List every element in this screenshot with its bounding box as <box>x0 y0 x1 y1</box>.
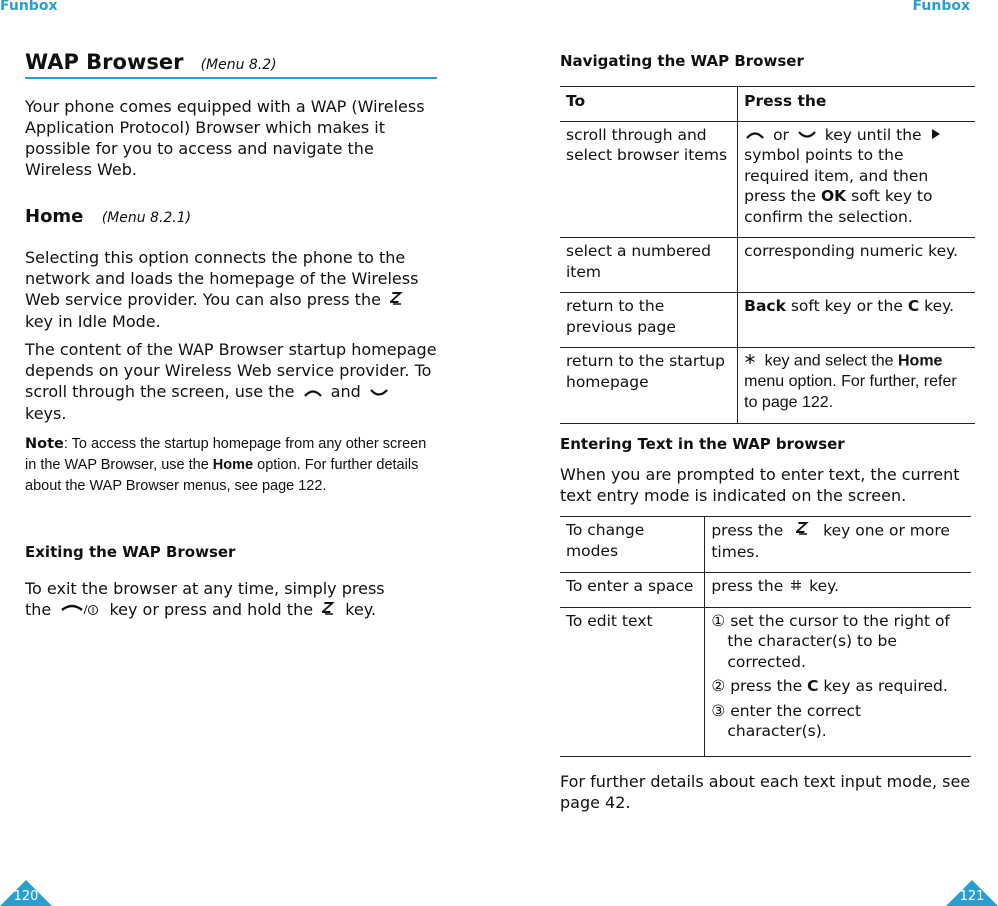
page-title: WAP Browser <box>25 50 184 74</box>
c-key-label: C <box>907 297 920 316</box>
col-press-header: Press the <box>738 87 975 122</box>
step-3-text: enter the correct character(s). <box>727 701 862 741</box>
note-text-b: option. For further details about the WAP Browser menus, see page 122. <box>25 457 419 494</box>
home-heading <box>25 206 191 227</box>
home-p2-text-b: keys. <box>25 404 67 423</box>
row3-text-a: soft key or the <box>790 297 903 316</box>
step-3-number: ③ <box>711 701 726 720</box>
edit-step-2 <box>711 676 965 697</box>
row3-text-b: key. <box>924 297 954 316</box>
edit-step-3 <box>711 701 965 742</box>
note-home: Home <box>212 457 254 473</box>
entry-table <box>560 516 971 757</box>
scroll-up-key-icon <box>746 125 764 146</box>
running-header-left: Funbox <box>0 0 58 14</box>
c-key-label: C <box>807 677 819 696</box>
row1-text-b: symbol points to the required item, and then press the <box>744 146 929 206</box>
star-key-icon <box>744 351 756 372</box>
r1-text-a: press the <box>711 521 784 540</box>
step-2-number: ② <box>711 677 726 696</box>
row-previous-to: return to the previous page <box>560 293 738 348</box>
row-numbered-press: corresponding numeric key. <box>738 238 975 293</box>
home-heading-text: Home <box>25 206 84 227</box>
exit-text-a: To exit the browser at any time, simply press the <box>25 579 385 619</box>
entry-intro: When you are prompted to enter text, the current text entry mode is indicated on the screen. <box>560 465 960 505</box>
nav-table <box>560 86 975 424</box>
title-menu-ref: (Menu 8.2) <box>200 57 277 73</box>
browser-key-icon <box>322 600 336 621</box>
page-number-left: 120 <box>13 889 39 904</box>
page-number-right: 121 <box>959 889 985 904</box>
exit-heading: Exiting the WAP Browser <box>25 543 236 561</box>
page-number-right-tab <box>946 880 998 906</box>
r2-text-a: press the <box>711 577 784 595</box>
enter-space-to: To enter a space <box>560 573 705 608</box>
row-scroll-to: scroll through and select browser items <box>560 121 738 238</box>
row-previous-press <box>738 293 975 348</box>
step-1-text: set the cursor to the right of the character(s) to be corrected. <box>727 611 950 671</box>
back-key-label: Back <box>744 297 786 316</box>
row1-text-a: key until the <box>824 125 922 144</box>
table-row <box>560 121 975 238</box>
browser-key-icon <box>796 520 810 542</box>
further-details: For further details about each text input mode, see page 42. <box>560 772 971 812</box>
table-row <box>560 348 975 424</box>
step-2-text-a: press the <box>730 677 803 696</box>
enter-space-press <box>705 573 971 608</box>
r2-text-b: key. <box>809 577 840 595</box>
table-row <box>560 238 975 293</box>
edit-text-to: To edit text <box>560 607 705 756</box>
step-2-text-b: key as required. <box>823 677 948 696</box>
change-modes-to: To change modes <box>560 517 705 573</box>
home-paragraph-2 <box>25 339 437 424</box>
row-numbered-to: select a numbered item <box>560 238 738 293</box>
entry-heading: Entering Text in the WAP browser <box>560 435 845 453</box>
end-power-key-icon <box>60 600 100 621</box>
row-startup-to: return to the startup homepage <box>560 348 738 424</box>
home-option-label: Home <box>898 352 943 370</box>
exit-paragraph <box>25 578 385 621</box>
scroll-down-key-icon <box>798 125 816 146</box>
nav-heading: Navigating the WAP Browser <box>560 52 804 70</box>
home-paragraph-1 <box>25 247 437 332</box>
change-modes-press <box>705 517 971 573</box>
page-number-left-tab <box>0 880 52 906</box>
edit-step-1 <box>711 611 965 673</box>
browser-key-icon <box>390 290 404 311</box>
row1-text-c: soft key to confirm the selection. <box>744 187 933 226</box>
note-label: Note <box>25 436 64 452</box>
col-to-header: To <box>560 87 738 122</box>
table-header-row <box>560 87 975 122</box>
scroll-down-key-icon <box>370 382 388 403</box>
scroll-up-key-icon <box>304 382 322 403</box>
running-header-right: Funbox <box>912 0 970 14</box>
section-title <box>25 50 437 79</box>
hash-key-icon <box>790 576 802 597</box>
row4-text-a: key and select the <box>764 352 894 370</box>
step-1-number: ① <box>711 611 726 630</box>
table-row <box>560 607 971 756</box>
table-row <box>560 573 971 608</box>
home-menu-ref: (Menu 8.2.1) <box>101 210 192 226</box>
home-p1-text-b: key in Idle Mode. <box>25 312 161 331</box>
row-startup-press <box>738 348 975 424</box>
note-text-a: : To access the startup homepage from any other screen in the WAP Browser, use the <box>25 436 427 473</box>
home-p2-text-a: The content of the WAP Browser startup homepage depends on your Wireless Web service provider. To scroll through the screen, use the <box>25 340 437 401</box>
exit-text-b: key or press and hold the <box>109 600 314 619</box>
row-scroll-press <box>738 121 975 238</box>
table-row <box>560 293 975 348</box>
pointer-arrow-icon <box>931 125 941 146</box>
row4-text-b: menu option. For further, refer to page 122. <box>744 373 957 411</box>
edit-text-press <box>705 607 971 756</box>
home-p1-text-a: Selecting this option connects the phone to the network and loads the homepage of the Wireless Web service provider. You can also press the <box>25 248 419 309</box>
or-text: or <box>773 125 789 144</box>
exit-text-c: key. <box>345 600 377 619</box>
table-row <box>560 517 971 573</box>
intro-paragraph: Your phone comes equipped with a WAP (Wireless Application Protocol) Browser which makes it possible for you to access and navigate the Wireless Web. <box>25 97 425 179</box>
ok-key-label: OK <box>821 187 847 206</box>
note-block <box>25 434 437 497</box>
r1-text-b: key one or more times. <box>711 521 950 561</box>
home-p2-and: and <box>330 382 361 401</box>
